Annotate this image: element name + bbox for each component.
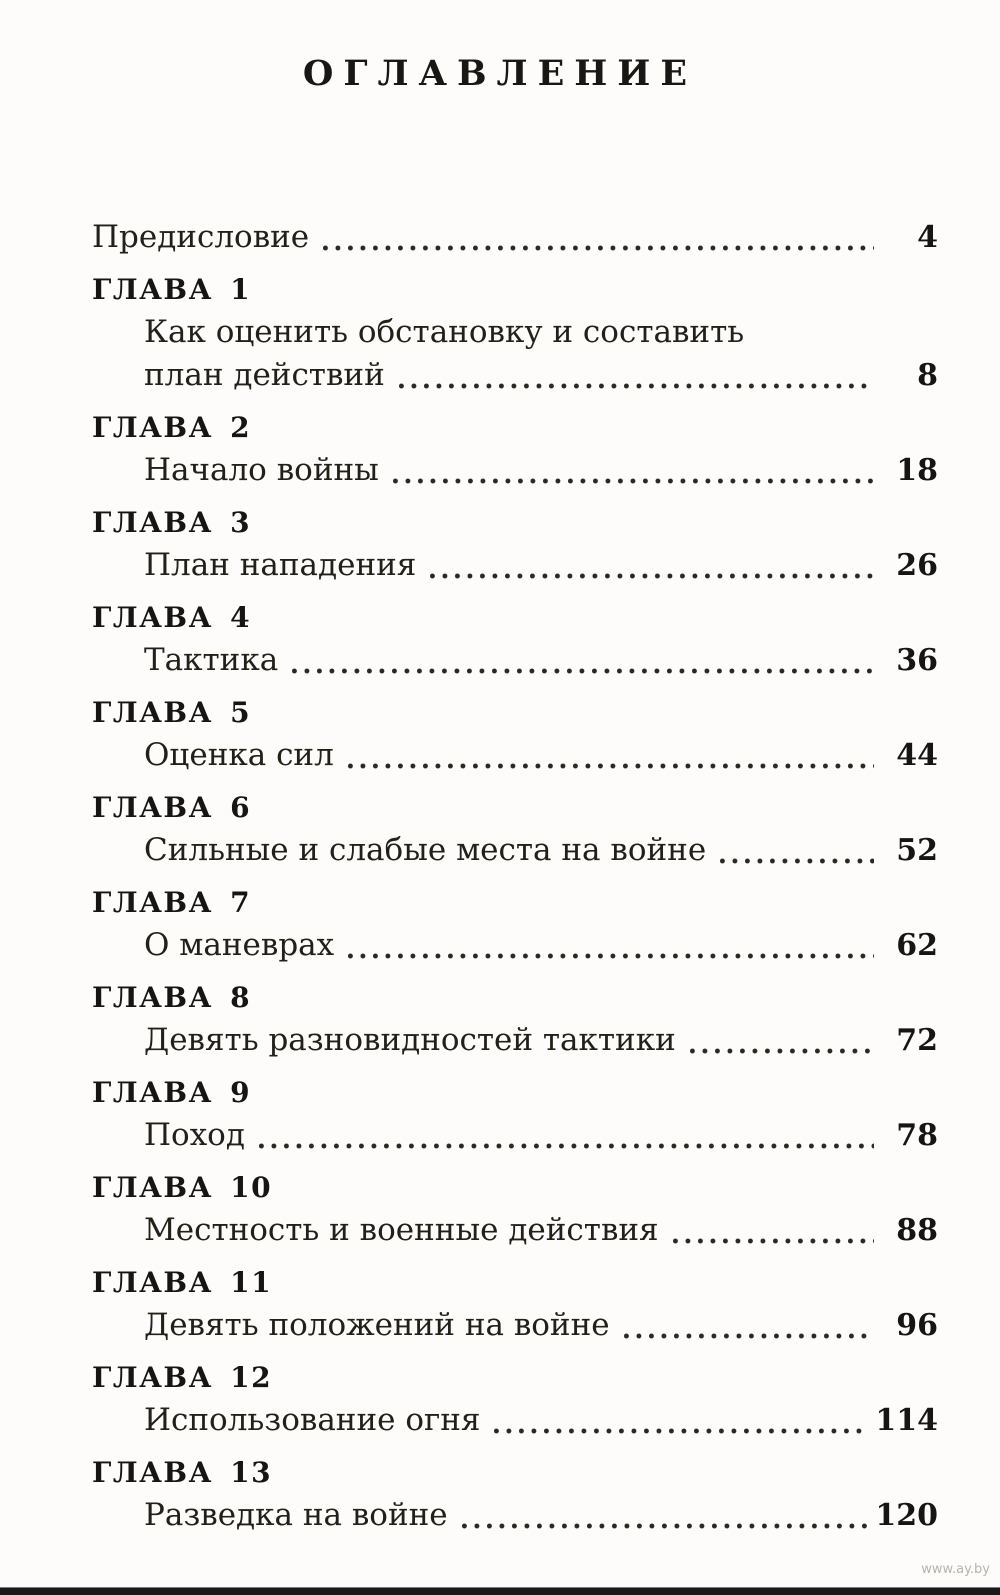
dot-leader	[348, 763, 874, 769]
chapter-label: ГЛАВА 2	[92, 411, 252, 444]
entry-title-line	[92, 1019, 938, 1062]
entry-title-line	[92, 1494, 938, 1537]
page-title: ОГЛАВЛЕНИЕ	[302, 53, 698, 94]
toc-entry	[92, 1451, 938, 1537]
entry-title-line	[92, 1209, 938, 1252]
toc-entry	[92, 786, 938, 872]
entry-page-number: 72	[896, 1023, 938, 1058]
entry-title-line	[92, 1114, 938, 1157]
toc-entry	[92, 1356, 938, 1442]
toc-entry	[92, 268, 938, 397]
entry-title-text: план действий	[144, 357, 385, 393]
toc-entry	[92, 1261, 938, 1347]
entry-title-line	[92, 216, 938, 259]
dot-leader	[399, 383, 874, 389]
toc-entry	[92, 501, 938, 587]
toc-list	[0, 216, 1000, 1537]
watermark: www.ay.by	[921, 1562, 990, 1577]
dot-leader	[393, 478, 874, 484]
dot-leader	[348, 953, 874, 959]
dot-leader	[624, 1333, 874, 1339]
entry-lines	[92, 924, 938, 967]
entry-lines	[92, 216, 938, 259]
entry-lines	[92, 1019, 938, 1062]
entry-page-number: 8	[917, 358, 938, 393]
entry-lines	[92, 1494, 938, 1537]
toc-entry	[92, 881, 938, 967]
toc-entry	[92, 691, 938, 777]
entry-title-text: Начало войны	[144, 452, 379, 488]
chapter-label: ГЛАВА 5	[92, 696, 252, 729]
entry-page-number: 26	[896, 548, 938, 583]
dot-leader	[292, 668, 874, 674]
entry-page-number: 96	[896, 1308, 938, 1343]
chapter-label: ГЛАВА 9	[92, 1076, 252, 1109]
toc-entry	[92, 596, 938, 682]
chapter-label: ГЛАВА 6	[92, 791, 252, 824]
entry-title-text: План нападения	[144, 547, 417, 583]
entry-title-text: Сильные и слабые места на войне	[144, 832, 707, 868]
toc-entry	[92, 216, 938, 259]
entry-title-text: Девять разновидностей тактики	[144, 1022, 676, 1058]
entry-title-line	[92, 829, 938, 872]
chapter-label: ГЛАВА 4	[92, 601, 252, 634]
entry-page-number: 78	[896, 1118, 938, 1153]
entry-page-number: 36	[896, 643, 938, 678]
scan-edge	[0, 1587, 1000, 1595]
entry-title-line	[92, 924, 938, 967]
chapter-label: ГЛАВА 12	[92, 1361, 273, 1394]
entry-title-text: Предисловие	[92, 219, 310, 255]
entry-page-number: 88	[896, 1213, 938, 1248]
toc-entry	[92, 1166, 938, 1252]
entry-lines	[92, 311, 938, 397]
entry-page-number: 18	[896, 453, 938, 488]
chapter-label: ГЛАВА 1	[92, 273, 252, 306]
chapter-label: ГЛАВА 11	[92, 1266, 273, 1299]
dot-leader	[259, 1143, 874, 1149]
entry-title-line	[92, 734, 938, 777]
entry-lines	[92, 1114, 938, 1157]
entry-title-line	[92, 1399, 938, 1442]
toc-entry	[92, 406, 938, 492]
entry-lines	[92, 544, 938, 587]
entry-page-number: 120	[875, 1498, 938, 1533]
entry-title-line	[92, 1304, 938, 1347]
entry-title-line	[92, 639, 938, 682]
dot-leader	[673, 1238, 874, 1244]
entry-lines	[92, 1399, 938, 1442]
entry-page-number: 4	[917, 220, 938, 255]
toc-entry	[92, 1071, 938, 1157]
entry-title-line	[92, 449, 938, 492]
entry-title-line	[92, 354, 938, 397]
dot-leader	[462, 1523, 868, 1529]
entry-lines	[92, 1209, 938, 1252]
entry-lines	[92, 734, 938, 777]
entry-page-number: 62	[896, 928, 938, 963]
dot-leader	[720, 858, 874, 864]
entry-lines	[92, 1304, 938, 1347]
entry-title-text: Девять положений на войне	[144, 1307, 610, 1343]
chapter-label: ГЛАВА 3	[92, 506, 252, 539]
dot-leader	[494, 1428, 867, 1434]
entry-page-number: 52	[896, 833, 938, 868]
entry-title-text: О маневрах	[144, 927, 335, 963]
entry-title-text: Тактика	[144, 642, 279, 678]
entry-title-line	[92, 544, 938, 587]
dot-leader	[323, 245, 874, 251]
entry-page-number: 114	[875, 1403, 938, 1438]
toc-entry	[92, 976, 938, 1062]
entry-lines	[92, 639, 938, 682]
chapter-label: ГЛАВА 13	[92, 1456, 273, 1489]
entry-lines	[92, 449, 938, 492]
entry-page-number: 44	[896, 738, 938, 773]
dot-leader	[430, 573, 874, 579]
entry-title-line	[92, 311, 938, 354]
entry-title-text: Как оценить обстановку и составить	[144, 314, 745, 350]
chapter-label: ГЛАВА 8	[92, 981, 252, 1014]
entry-title-text: Разведка на войне	[144, 1497, 448, 1533]
entry-title-text: Оценка сил	[144, 737, 334, 773]
entry-title-text: Использование огня	[144, 1402, 481, 1438]
dot-leader	[690, 1048, 874, 1054]
chapter-label: ГЛАВА 10	[92, 1171, 273, 1204]
chapter-label: ГЛАВА 7	[92, 886, 252, 919]
entry-lines	[92, 829, 938, 872]
entry-title-text: Поход	[144, 1117, 245, 1153]
entry-title-text: Местность и военные действия	[144, 1212, 659, 1248]
